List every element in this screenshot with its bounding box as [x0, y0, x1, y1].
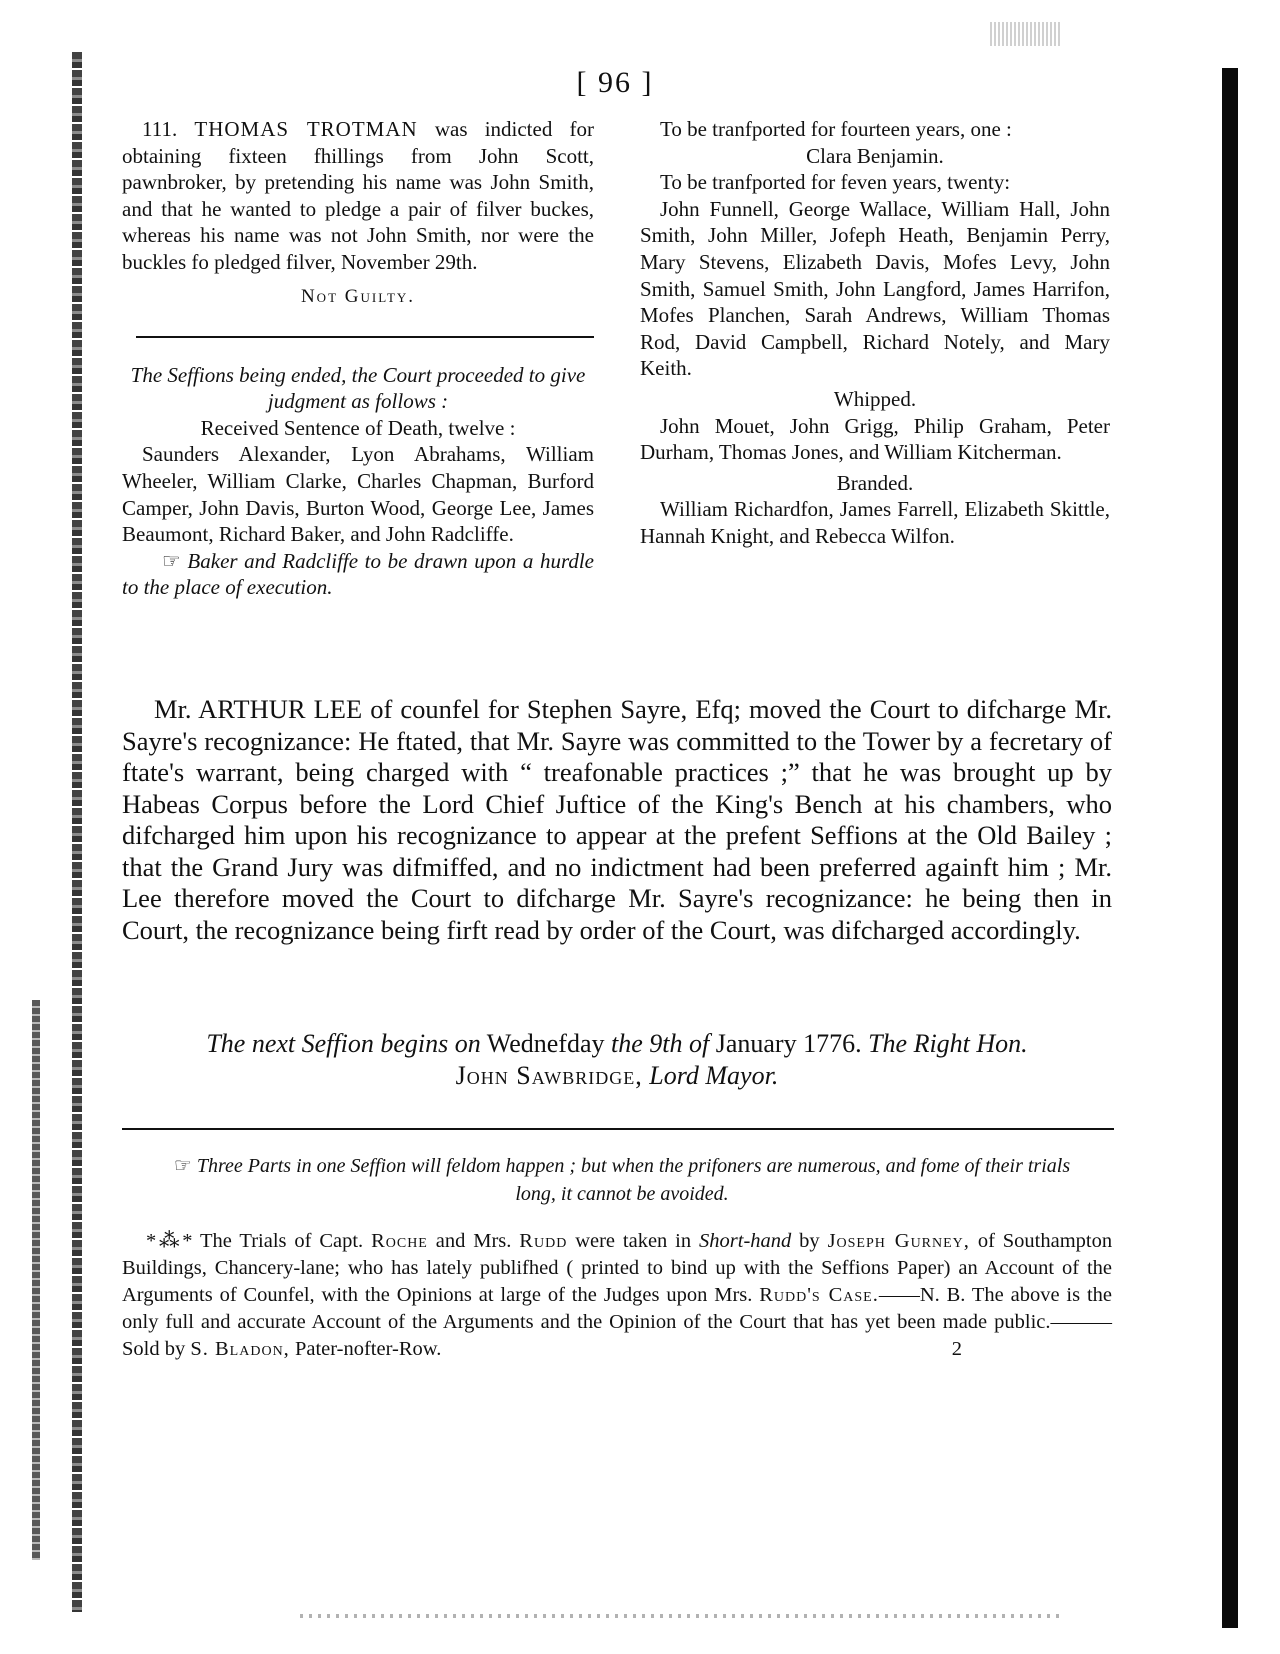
ad-rudd-case: Rudd's Case.: [759, 1284, 879, 1306]
binding-edge-left: [72, 52, 82, 1612]
whipped-names: John Mouet, John Grigg, Philip Graham, Peter Durham, Thomas Jones, and William Kitcherman.: [640, 413, 1110, 465]
hurdle-note: [122, 548, 594, 601]
ad-text-a: The Trials of Capt.: [200, 1230, 364, 1252]
next-session-lead: The next Seffion begins on: [206, 1029, 481, 1058]
library-stamp: [990, 22, 1060, 46]
fourteen-years-names: Clara Benjamin.: [806, 143, 944, 168]
page-number: [ 96 ]: [576, 66, 654, 99]
right-column: [640, 116, 1110, 550]
ad-text-d: by: [799, 1230, 820, 1252]
hurdle-note-text: Baker and Radcliffe to be drawn upon a hurdle to the place of execution.: [122, 548, 594, 600]
pointing-hand-icon: ☞: [173, 1155, 192, 1177]
branded-heading: Branded.: [836, 470, 914, 495]
footer-divider: [122, 1128, 1114, 1130]
trial-number: 111.: [142, 117, 178, 141]
death-names: Saunders Alexander, Lyon Abrahams, William Wheeler, William Clarke, Charles Chapman, Burford Camper, John Davis, Burton Wood, George Lee, James Beaumont, Richard Baker, and John Radcliffe.: [122, 442, 594, 547]
lord-mayor-title: Lord Mayor.: [649, 1061, 779, 1090]
whipped-heading: Whipped.: [833, 386, 917, 411]
binding-edge-right: [1222, 68, 1238, 1628]
three-parts-notice-text: Three Parts in one Seffion will feldom happen ; but when the prifoners are numerous, and fome of their trials long, it cannot be avoided.: [196, 1155, 1071, 1205]
ad-gurney: Joseph Gurney,: [827, 1230, 970, 1252]
scan-artifact: [300, 1614, 1060, 1618]
ad-text-f: ——N. B. The above is the only full and accurate Account of the Arguments and the Opinion of the Court that has yet been made public.———Sold by: [122, 1284, 1112, 1360]
ad-shorthand: Short-hand: [699, 1230, 792, 1252]
three-parts-notice: [152, 1152, 1092, 1208]
sessions-heading: The Seffions being ended, the Court proceeded to give judgment as follows :: [130, 362, 586, 414]
next-session-date-lead: the 9th of: [611, 1029, 710, 1058]
binding-edge-left-lower: [32, 1000, 40, 1560]
asterism-marker: *⁂*: [146, 1230, 193, 1252]
verdict: Not Guilty.: [300, 285, 416, 307]
sayre-motion-paragraph: [122, 694, 1112, 946]
lord-mayor-name: John Sawbridge,: [455, 1061, 643, 1090]
next-session-day: Wednefday: [486, 1029, 605, 1058]
next-session-month-year: January 1776.: [715, 1029, 862, 1058]
motion-text: of counfel for Stephen Sayre, Efq; moved the Court to difcharge Mr. Sayre's recognizance: He ftated, that Mr. Sayre was committed to the Tower by a fecretary of ftate's warrant, being charged with “ treafonable practices ;” that he was brought up by Habeas Corpus before the Lord Chief Juftice of the King's Bench at his chambers, who difcharged him upon his recognizance to appear at the prefent Seffions at the Old Bailey ; that the Grand Jury was difmiffed, and no indictment had been preferred againft him ; Mr. Lee therefore moved the Court to difcharge Mr. Sayre's recognizance: he being then in Court, the recognizance being firft read by order of the Court, was difcharged accordingly.: [122, 694, 1112, 945]
left-column: [122, 116, 594, 601]
ad-roche: Roche: [371, 1230, 428, 1252]
ad-text-b: and Mrs.: [435, 1230, 512, 1252]
branded-names: William Richardfon, James Farrell, Elizabeth Skittle, Hannah Knight, and Rebecca Wilfon.: [640, 497, 1110, 548]
signature-mark: 2: [951, 1338, 962, 1360]
counsel-name: Mr. ARTHUR LEE: [154, 694, 363, 724]
defendant-name: THOMAS TROTMAN: [194, 117, 418, 141]
ad-bladon: S. Bladon,: [190, 1338, 290, 1360]
trials-advertisement: [122, 1228, 1112, 1363]
trial-text: was indicted for obtaining fixteen fhillings from John Scott, pawnbroker, by pretending his name was John Smith, and that he wanted to pledge a pair of filver buckes, whereas his name was not John Smith, nor were the buckles fo pledged filver, November 29th.: [122, 117, 594, 274]
next-session-notice: [122, 1028, 1112, 1092]
seven-years-heading: To be tranfported for feven years, twenty:: [660, 170, 1011, 195]
ad-text-e: of Southampton Buildings, Chancery-lane; who has lately publifhed ( printed to bind up with the Seffions Paper) an Account of the Arguments of Counfel, with the Opinions at large of the Judges upon Mrs.: [122, 1230, 1113, 1306]
death-heading: Received Sentence of Death, twelve :: [200, 415, 516, 440]
pointing-hand-icon: ☞: [162, 548, 181, 573]
trial-entry: [122, 116, 594, 276]
ad-text-c: were taken in: [575, 1230, 692, 1252]
lord-mayor-honorific: The Right Hon.: [868, 1029, 1028, 1058]
ad-rudd: Rudd: [519, 1230, 568, 1252]
fourteen-years-heading: To be tranfported for fourteen years, one :: [660, 117, 1012, 141]
ad-text-g: Pater-nofter-Row.: [294, 1338, 442, 1360]
seven-years-names: John Funnell, George Wallace, William Hall, John Smith, John Miller, Jofeph Heath, Benjamin Perry, Mary Stevens, Elizabeth Davis, Mofes Levy, John Smith, Samuel Smith, John Langford, James Harrifon, Mofes Planchen, Sarah Andrews, William Thomas Rod, David Campbell, Richard Notely, and Mary Keith.: [640, 196, 1110, 381]
